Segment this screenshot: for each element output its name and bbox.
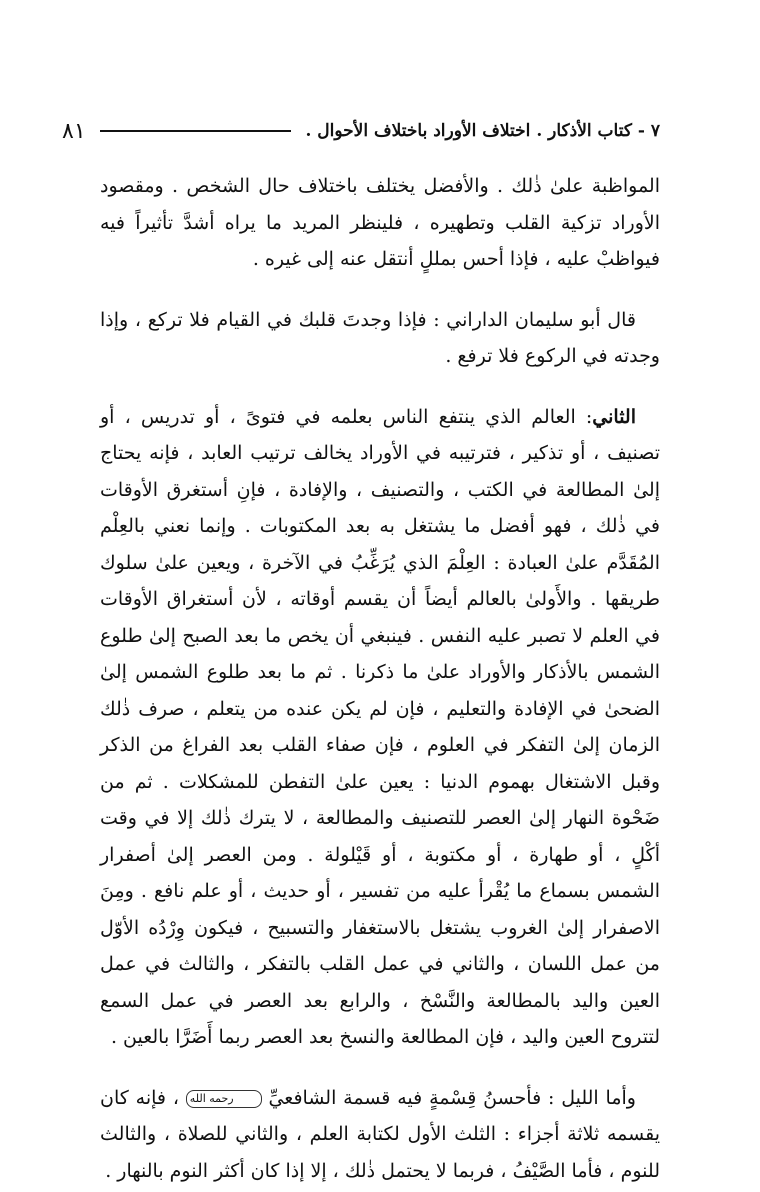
paragraph-4 — [100, 1080, 660, 1190]
paragraph-3-text: : العالم الذي ينتفع الناس بعلمه في فتوىً ، أو تدريس ، أو تصنيف ، أو تذكير ، فترتيبه في الأوراد يخالف ترتيب العابد ، فإنه يحتاج إلىٰ المطالعة في الكتب ، والتصنيف ، والإفادة ، فإنِ أستغرق الأوقات في ذٰلك ، فهو أفضل ما يشتغل به بعد المكتوبات . وإنما نعني بالعِلْم المُقَدَّم علىٰ العبادة : العِلْمَ الذي يُرَغِّبُ في الآخرة ، ويعين علىٰ سلوك طريقها . والأَولىٰ بالعالم أيضاً أن يقسم أوقاته ، لأن أستغراق الأوقات في العلم لا تصبر عليه النفس . فينبغي أن يخص ما بعد الصبح إلىٰ طلوع الشمس بالأذكار والأوراد علىٰ ما ذكرنا . ثم ما بعد طلوع الشمس إلىٰ الضحىٰ في الإفادة والتعليم ، فإن لم يكن عنده من يتعلم ، صرف ذٰلك الزمان إلىٰ التفكر في العلوم ، فإن صفاء القلب بعد الفراغ من الذكر وقبل الاشتغال بهموم الدنيا : يعين علىٰ التفطن للمشكلات . ثم من ضَحْوة النهار إلىٰ العصر للتصنيف والمطالعة ، لا يترك ذٰلك إلا في وقت أكْلٍ ، أو طهارة ، أو مكتوبة ، أو قَيْلولة . ومن العصر إلىٰ أصفرار الشمس بسماع ما يُقْرأ عليه من تفسير ، أو حديث ، أو علم نافع . ومِنَ الاصفرار إلىٰ الغروب يشتغل بالاستغفار والتسبيح ، فيكون وِرْدُه الأوّل من عمل اللسان ، والثاني في عمل القلب بالتفكر ، والثالث في عمل العين واليد بالمطالعة والنَّسْخ ، والرابع بعد العصر في عمل السمع لتتروح العين واليد ، فإن المطالعة والنسخ بعد العصر ربما أَضَرَّا بالعين . — [100, 405, 660, 1048]
page-number: ٨١ — [62, 118, 86, 144]
paragraph-1: المواظبة علىٰ ذٰلك . والأفضل يختلف باختلاف حال الشخص . ومقصود الأوراد تزكية القلب وتطهيره ، فلينظر المريد ما يراه أشدَّ تأثيراً فيه فيواظبْ عليه ، فإذا أحس بمللٍ أنتقل عنه إلى غيره . — [100, 175, 660, 270]
section-lead-word: الثاني — [592, 405, 636, 428]
header-rule — [100, 130, 292, 132]
paragraph-4-end: ، فإنه كان يقسمه ثلاثة أجزاء : الثلث الأول لكتابة العلم ، والثاني للصلاة ، والثالث للنوم ، فأما الصَّيْفُ ، فربما لا يحتمل ذٰلك ، إلا إذا كان أكثر النوم بالنهار . — [100, 1086, 660, 1182]
paragraph-4-start: وأما الليل : فأحسنُ قِسْمةٍ فيه قسمة الشافعيِّ — [268, 1086, 636, 1109]
running-header — [62, 116, 660, 146]
paragraph-3 — [100, 399, 660, 1056]
body-text — [100, 168, 660, 1189]
header-title: ٧ - كتاب الأذكار . اختلاف الأوراد باختلاف الأحوال . — [305, 121, 660, 141]
paragraph-2: قال أبو سليمان الداراني : فإذا وجدتَ قلبك في القيام فلا تركع ، وإذا وجدته في الركوع فلا ترفع . — [100, 308, 660, 367]
honorific-seal: رحمه الله — [186, 1090, 262, 1108]
